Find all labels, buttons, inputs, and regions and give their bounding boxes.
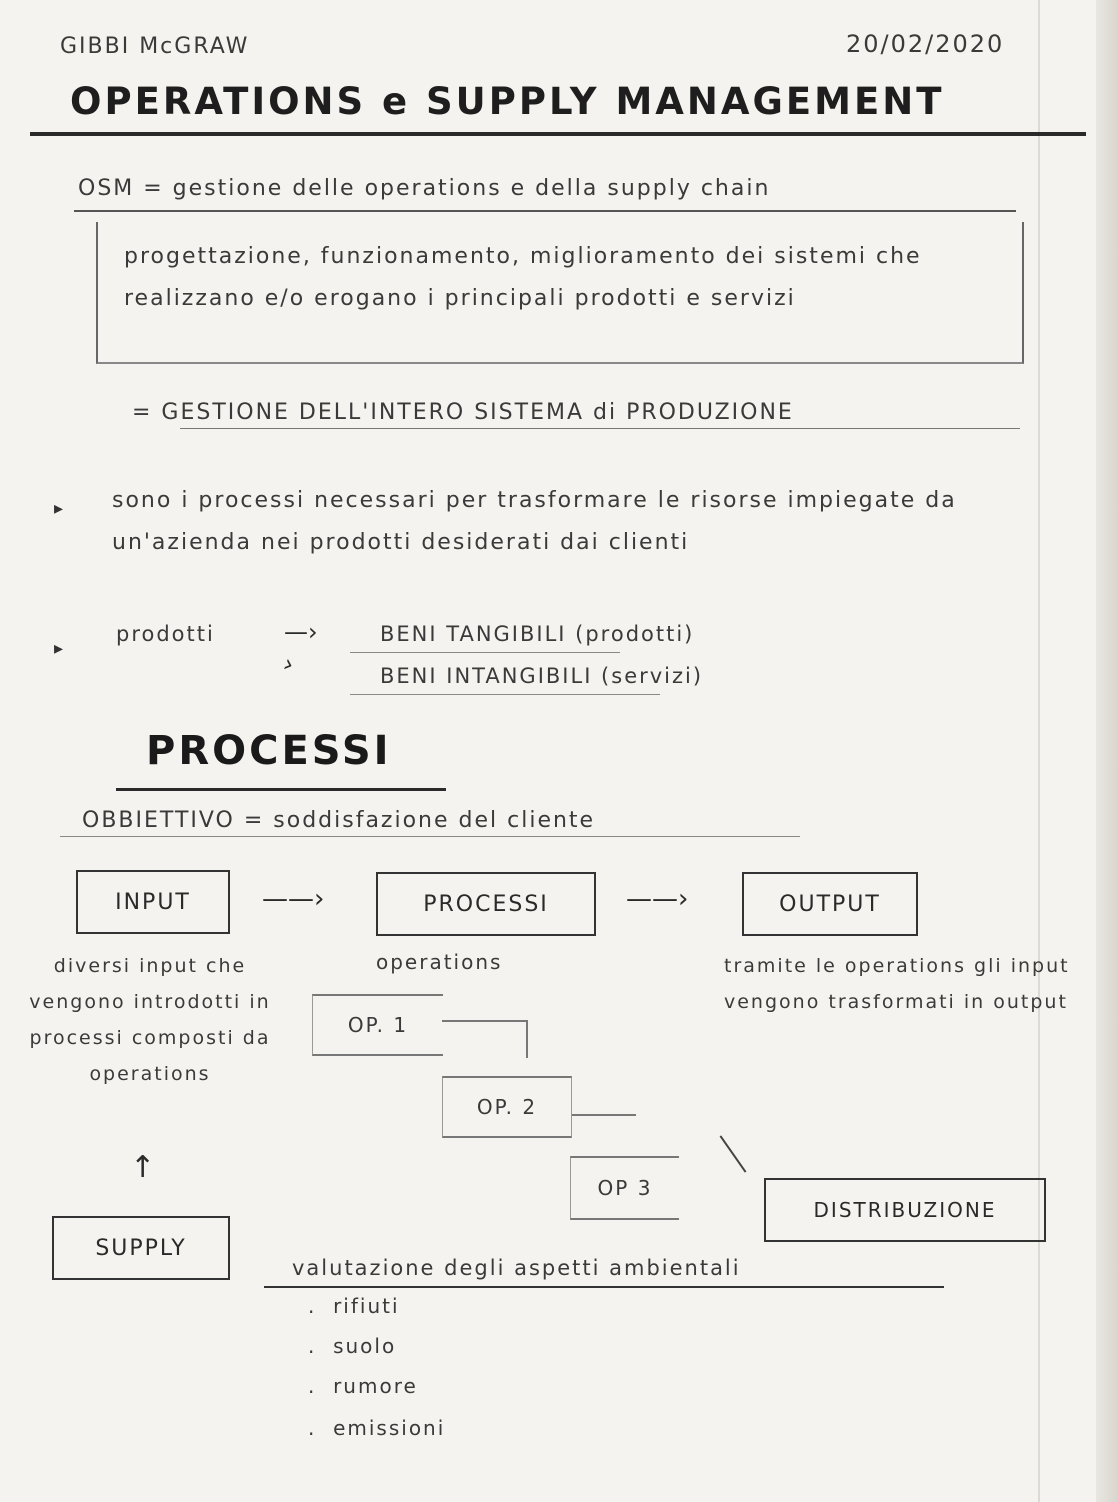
arrow-right-icon: ——› [262,884,325,914]
gestione-line: = GESTIONE DELL'INTERO SISTEMA di PRODUZIONE [132,400,794,425]
beni-intangibili-underline [350,694,660,695]
definition-text: progettazione, funzionamento, miglioramento dei sistemi che realizzano e/o erogano i principali prodotti e servizi [124,244,922,311]
bullet-icon: ▸ [54,638,64,659]
distribuzione-box: DISTRIBUZIONE [764,1178,1046,1242]
gestione-underline [180,428,1020,429]
paper-edge [1096,0,1118,1502]
input-box: INPUT [76,870,230,934]
paper-fold-line [1038,0,1040,1502]
operation-1: OP. 1 [312,994,443,1056]
output-description: tramite le operations gli input vengono trasformati in output [724,955,1070,1013]
connector-line [442,1020,528,1022]
list-item: . emissioni [308,1416,446,1440]
operation-2: OP. 2 [442,1076,572,1138]
obiettivo-underline [60,836,800,837]
date: 20/02/2020 [846,30,1005,58]
output-box: OUTPUT [742,872,918,936]
supply-box: SUPPLY [52,1216,230,1280]
list-item: . suolo [308,1334,397,1358]
processes-description: sono i processi necessari per trasformare le risorse impiegate da un'azienda nei prodotti desiderati dai clienti [112,488,957,555]
operation-3: OP 3 [570,1156,679,1220]
processi-box: PROCESSI [376,872,596,936]
osm-definition-line: OSM = gestione delle operations e della supply chain [78,176,771,201]
list-item: . rifiuti [308,1294,400,1318]
operations-label: operations [376,950,503,974]
osm-underline [74,210,1016,212]
bullet-icon: ▸ [54,498,64,519]
list-item: . rumore [308,1374,418,1398]
author-name: GIBBI McGRAW [60,34,250,59]
connector-line [526,1020,528,1058]
processi-heading: PROCESSI [146,728,392,774]
input-description: diversi input che vengono introdotti in processi composti da operations [29,955,271,1085]
obiettivo-line: OBBIETTIVO = soddisfazione del cliente [82,808,596,833]
arrow-diagonal-icon: › [279,649,299,679]
beni-tangibili: BENI TANGIBILI (prodotti) [380,622,695,646]
beni-tangibili-underline [350,652,620,653]
prodotti-label: prodotti [116,622,215,646]
valutazione-title: valutazione degli aspetti ambientali [292,1256,741,1280]
arrow-right-icon: —› [284,618,318,646]
title-underline [30,132,1086,136]
arrow-right-icon: ——› [626,884,689,914]
connector-line [572,1114,636,1116]
diagonal-connector [720,1135,747,1172]
valutazione-underline [264,1286,944,1288]
page-title: OPERATIONS e SUPPLY MANAGEMENT [70,80,945,123]
beni-intangibili: BENI INTANGIBILI (servizi) [380,664,704,688]
arrow-up-icon: ↑ [130,1150,156,1185]
processi-underline [116,788,446,791]
